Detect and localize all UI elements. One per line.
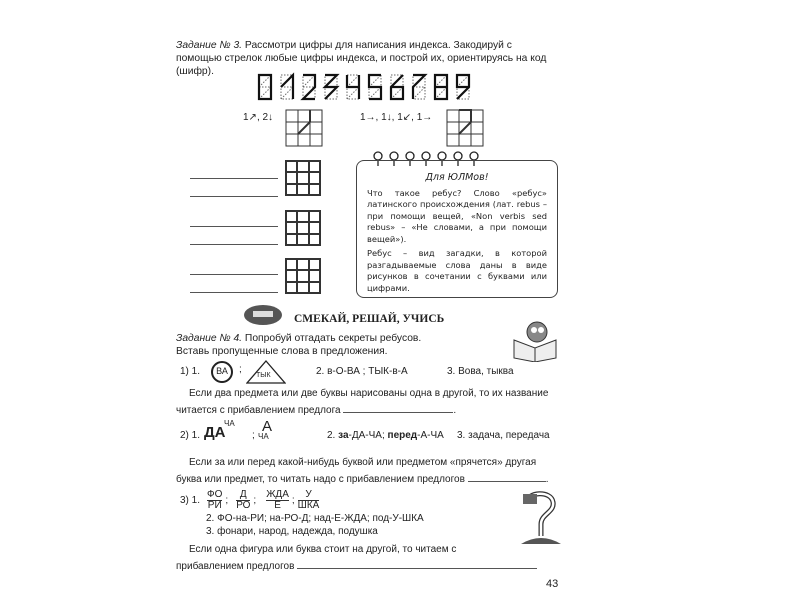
answer-line[interactable]: [190, 244, 278, 245]
rebus2-sup: ЧА: [224, 419, 235, 428]
denominator: Е: [274, 500, 281, 511]
fraction: [236, 490, 250, 511]
page-number: 43: [546, 578, 559, 590]
rebus2-num: 2) 1.: [180, 430, 201, 441]
rule1-line2: читается с прибавлением предлога .: [176, 405, 457, 416]
numerator: ФО: [207, 489, 223, 500]
numerator: У: [298, 490, 320, 501]
t: 2.: [327, 430, 339, 441]
digit-code-row: [256, 72, 481, 104]
empty-grid: [285, 210, 321, 246]
denominator: РО: [236, 500, 251, 511]
task4-line1: [176, 333, 421, 344]
digit-3-glyph: [325, 75, 337, 99]
fraction: [207, 490, 222, 511]
example1-grid: [285, 109, 323, 147]
answer-line[interactable]: [190, 178, 278, 179]
rebus3-num: 3) 1.: [180, 495, 201, 506]
t: за: [338, 430, 349, 441]
rule3-text: прибавлением предлогов: [176, 561, 295, 572]
section-title: СМЕКАЙ, РЕШАЙ, УЧИСЬ: [294, 313, 445, 325]
task4-text: Попробуй отгадать секреты ребусов.: [244, 333, 422, 344]
task3-line1: [176, 40, 512, 51]
task3-text: Рассмотри цифры для написания индекса. Закодируй с: [244, 40, 512, 51]
digit-7-glyph: [413, 75, 425, 99]
digit-4-glyph: [347, 75, 359, 99]
rebus2-answer3: 3. задача, передача: [457, 430, 550, 441]
fraction: [298, 490, 320, 511]
answer-line[interactable]: [190, 226, 278, 227]
t: -ДА-ЧА;: [348, 430, 388, 441]
task3-label: Задание № 3.: [176, 40, 243, 51]
rebus3-answer2: 2. ФО-на-РИ; на-РО-Д; над-Е-ЖДА; под-У-ШКА: [206, 513, 424, 524]
info-box-title: Для ЮЛМов!: [425, 172, 489, 183]
rule2-text: буква или предмет, то читать надо с прибавлением предлогов: [176, 474, 465, 485]
fraction: [266, 490, 289, 511]
rebus2-ch: ЧА: [258, 432, 269, 441]
info-box: [356, 160, 558, 298]
task3-line3: (шифр).: [176, 66, 214, 77]
empty-grid: [285, 258, 321, 294]
digit-0-glyph: [259, 75, 271, 99]
rebus1-sep: ;: [239, 364, 242, 375]
rule2-line2: буква или предмет, то читать надо с прибавлением предлогов .: [176, 474, 549, 485]
numerator: ЖДА: [266, 489, 289, 500]
empty-grid: [285, 160, 321, 196]
rebus2-sep: ;: [252, 430, 255, 441]
book-character-icon: [510, 318, 560, 362]
rebus1-answer2: 2. в-О-ВА ; ТЫК-в-А: [316, 366, 408, 377]
example1-code: 1↗, 2↓: [243, 112, 274, 123]
digit-2-glyph: [303, 75, 315, 99]
numerator: Д: [236, 490, 250, 501]
answer-line[interactable]: [190, 292, 278, 293]
denominator: ШКА: [297, 500, 320, 511]
rule2-line1: Если за или перед какой-нибудь буквой или предметом «прячется» другая: [189, 457, 537, 468]
rule1-text: читается с прибавлением предлога: [176, 405, 341, 416]
rule3-line1: Если одна фигура или буква стоит на другой, то читаем с: [189, 544, 457, 555]
rule1-line1: Если два предмета или две буквы нарисованы одна в другой, то их название: [189, 388, 549, 399]
task4-line2: Вставь пропущенные слова в предложения.: [176, 346, 388, 357]
rebus2-a: А: [262, 418, 273, 435]
rebus3-row: 3) 1. $\frac{ФО}{РИ}$ ; $\frac{Д}{РО}$ ; $\frac{\text{ЖДА}}{Е}$ ; $\frac{У}{\text{ШКА}}$: [180, 489, 320, 511]
question-mark-character-icon: [515, 488, 563, 546]
rule1-blank[interactable]: [343, 412, 453, 413]
rebus1-circle: ВА: [211, 361, 233, 383]
answer-line[interactable]: [190, 196, 278, 197]
t: перед: [387, 430, 418, 441]
digit-5-glyph: [369, 75, 381, 99]
rebus2-answer2: [327, 430, 444, 441]
digit-8-glyph: [435, 75, 447, 99]
task3-line2: помощью стрелок любые цифры индекса, и построй их, ориентируясь на код: [176, 53, 547, 64]
rebus1-answer3: 3. Вова, тыква: [447, 366, 514, 377]
digit-1-glyph: [281, 75, 293, 99]
rule3-blank[interactable]: [297, 568, 537, 569]
rebus1-num: 1) 1.: [180, 366, 201, 377]
rebus2-big: ДА: [204, 424, 226, 441]
t: -А-ЧА: [417, 430, 444, 441]
task4-label: Задание № 4.: [176, 333, 243, 344]
info-box-para1: Что такое ребус? Слово «ребус» латинского происхождения (лат. rebus – при помощи вещей, «Non verbis sed rebus» – «Не словами, а при помощи вещей»).: [367, 187, 547, 244]
info-box-para2: Ребус – вид загадки, в которой разгадываемые слова даны в виде рисунков в сочетании с буквами или цифрами.: [367, 248, 547, 293]
rebus3-answer3: 3. фонари, народ, надежда, подушка: [206, 526, 378, 537]
section-logo-icon: [243, 304, 283, 326]
rebus1-triangle-text: ТЫК: [256, 372, 271, 379]
digit-9-glyph: [457, 75, 469, 99]
rule2-blank[interactable]: [468, 481, 546, 482]
example2-grid: [446, 109, 484, 147]
rule3-line2: [176, 561, 537, 572]
denominator: РИ: [207, 500, 222, 511]
answer-line[interactable]: [190, 274, 278, 275]
digit-6-glyph: [391, 75, 403, 99]
example2-code: 1→, 1↓, 1↙, 1→: [360, 112, 433, 123]
